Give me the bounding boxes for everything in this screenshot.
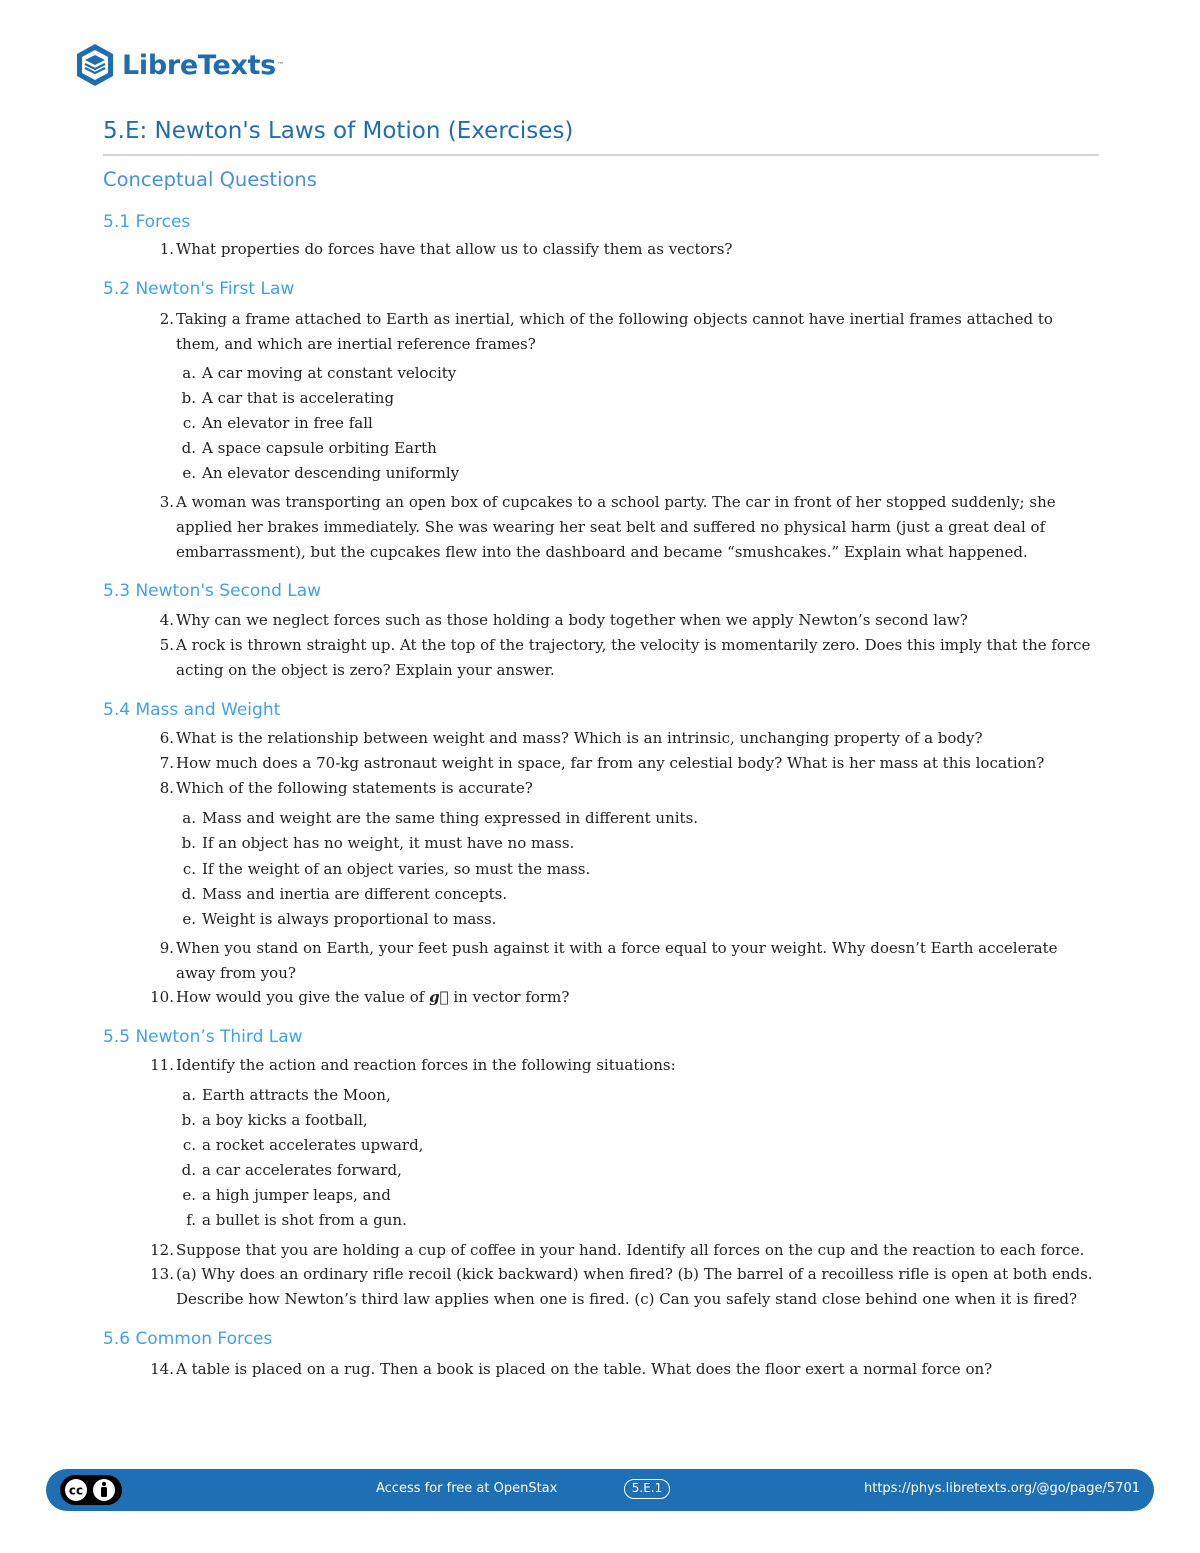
question-number: 14. xyxy=(150,1360,174,1378)
section-title: Conceptual Questions xyxy=(103,168,317,191)
list-item: c. An elevator in free fall xyxy=(182,414,373,432)
question-text: What properties do forces have that allow us to classify them as vectors? xyxy=(176,240,733,258)
list-item: e. Weight is always proportional to mass. xyxy=(182,910,497,928)
question-11 xyxy=(150,1053,1096,1078)
question-8 xyxy=(159,776,1096,801)
question-number: 3. xyxy=(159,493,174,511)
list-item: a. A car moving at constant velocity xyxy=(182,364,457,382)
question-6 xyxy=(159,726,1096,751)
list-item: c. a rocket accelerates upward, xyxy=(182,1136,424,1154)
list-item: b. A car that is accelerating xyxy=(181,389,395,407)
question-number: 6. xyxy=(159,729,174,747)
question-number: 11. xyxy=(150,1056,174,1074)
g-vector-symbol: g⃗ xyxy=(429,988,449,1006)
openstax-access-link[interactable]: Access for free at OpenStax xyxy=(376,1481,558,1496)
list-item: e. a high jumper leaps, and xyxy=(182,1186,391,1204)
page-title: 5.E: Newton's Laws of Motion (Exercises) xyxy=(103,118,574,144)
cc-by-icon[interactable] xyxy=(60,1475,122,1509)
brand-trademark: ™ xyxy=(276,61,284,69)
question-text: What is the relationship between weight and mass? Which is an intrinsic, unchanging property of a body? xyxy=(176,729,983,747)
question-10 xyxy=(150,985,1096,1010)
libretexts-logo-icon xyxy=(74,42,116,88)
question-4 xyxy=(159,608,1096,633)
list-item: f. a bullet is shot from a gun. xyxy=(186,1211,407,1229)
question-5 xyxy=(159,633,1096,683)
question-text: When you stand on Earth, your feet push against it with a force equal to your weight. Why doesn’t Earth accelerate away from you? xyxy=(176,939,1058,982)
question-text: Which of the following statements is accurate? xyxy=(176,779,533,797)
page-number-badge: 5.E.1 xyxy=(624,1479,670,1499)
question-7 xyxy=(159,751,1096,776)
subsection-5-1: 5.1 Forces xyxy=(103,212,191,232)
title-divider xyxy=(103,154,1099,156)
list-item: d. A space capsule orbiting Earth xyxy=(181,439,437,457)
list-item: d. a car accelerates forward, xyxy=(181,1161,402,1179)
question-text: in vector form? xyxy=(453,988,570,1006)
brand-name: LibreTexts xyxy=(122,49,276,81)
question-9 xyxy=(159,936,1096,986)
question-3 xyxy=(159,490,1096,565)
list-item: a. Mass and weight are the same thing expressed in different units. xyxy=(182,809,699,827)
list-item: b. a boy kicks a football, xyxy=(181,1111,368,1129)
question-number: 5. xyxy=(159,636,174,654)
list-item: e. An elevator descending uniformly xyxy=(182,464,460,482)
list-item: d. Mass and inertia are different concepts. xyxy=(181,885,508,903)
svg-text:cc: cc xyxy=(68,1483,84,1498)
question-1 xyxy=(159,237,1096,262)
question-number: 2. xyxy=(159,310,174,328)
page-url-link[interactable]: https://phys.libretexts.org/@go/page/5701 xyxy=(863,1481,1140,1496)
question-text: (a) Why does an ordinary rifle recoil (kick backward) when fired? (b) The barrel of a recoilless rifle is open at both ends. Describe how Newton’s third law applies when one is fired. (c) Can you safely stand close behind one when it is fired? xyxy=(176,1265,1093,1308)
question-2 xyxy=(159,307,1096,357)
subsection-5-4: 5.4 Mass and Weight xyxy=(103,700,281,720)
question-14 xyxy=(150,1357,1096,1382)
subsection-5-2: 5.2 Newton's First Law xyxy=(103,279,295,299)
question-number: 7. xyxy=(159,754,174,772)
question-text: A woman was transporting an open box of cupcakes to a school party. The car in front of her stopped suddenly; she applied her brakes immediately. She was wearing her seat belt and suffered no physical harm (just a great deal of embarrassment), but the cupcakes flew into the dashboard and became “smushcakes.” Explain what happened. xyxy=(176,493,1056,561)
list-item: c. If the weight of an object varies, so must the mass. xyxy=(182,860,591,878)
question-number: 13. xyxy=(150,1265,174,1283)
question-text: Taking a frame attached to Earth as inertial, which of the following objects cannot have inertial frames attached to them, and which are inertial reference frames? xyxy=(176,310,1053,353)
question-text: A table is placed on a rug. Then a book is placed on the table. What does the floor exert a normal force on? xyxy=(176,1360,993,1378)
question-number: 9. xyxy=(159,939,174,957)
question-text: How would you give the value of xyxy=(176,988,425,1006)
page-footer xyxy=(46,1469,1154,1511)
question-13 xyxy=(150,1262,1096,1312)
question-12 xyxy=(150,1238,1096,1263)
subsection-5-3: 5.3 Newton's Second Law xyxy=(103,581,322,601)
question-text: A rock is thrown straight up. At the top of the trajectory, the velocity is momentarily zero. Does this imply that the force acting on the object is zero? Explain your answer. xyxy=(176,636,1091,679)
question-text: Suppose that you are holding a cup of coffee in your hand. Identify all forces on the cup and the reaction to each force. xyxy=(176,1241,1085,1259)
list-item: b. If an object has no weight, it must have no mass. xyxy=(181,834,575,852)
question-number: 10. xyxy=(150,988,174,1006)
libretexts-logo[interactable] xyxy=(74,42,284,88)
question-number: 8. xyxy=(159,779,174,797)
subsection-5-5: 5.5 Newton’s Third Law xyxy=(103,1027,303,1047)
question-number: 4. xyxy=(159,611,174,629)
list-item: a. Earth attracts the Moon, xyxy=(182,1086,391,1104)
question-number: 1. xyxy=(159,240,174,258)
question-text: Why can we neglect forces such as those holding a body together when we apply Newton’s second law? xyxy=(176,611,968,629)
question-text: Identify the action and reaction forces in the following situations: xyxy=(176,1056,676,1074)
question-text: How much does a 70-kg astronaut weight in space, far from any celestial body? What is her mass at this location? xyxy=(176,754,1045,772)
subsection-5-6: 5.6 Common Forces xyxy=(103,1329,273,1349)
question-number: 12. xyxy=(150,1241,174,1259)
